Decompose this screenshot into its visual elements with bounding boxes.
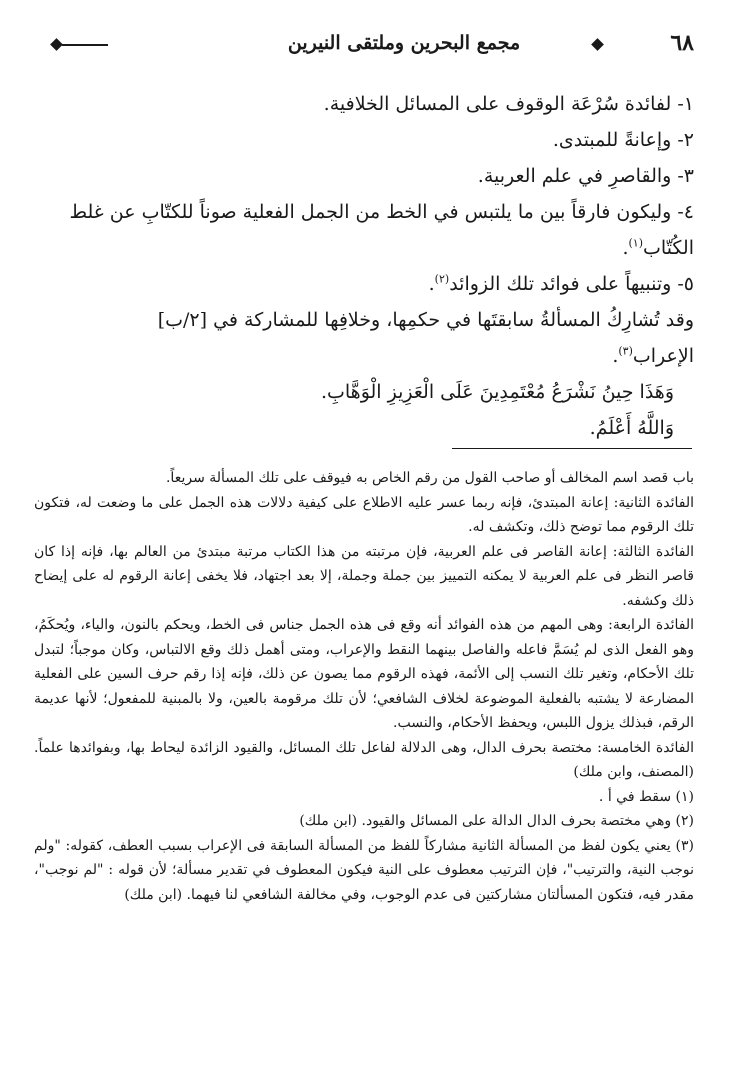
running-header <box>34 28 694 64</box>
main-line <box>34 266 694 302</box>
footnote-paragraph: الفائدة الرابعة: وهى المهم من هذه الفوائد أنه وقع فى هذه الجمل جناس فى الخط، ويحكم بالنون، والياء، ويُحكَمُ، وهو الفعل الذى لم يُسَمَّ فاعله والفاصل بينهما النقط والإعراب، ومتى أهمل ذلك وقع الالتباس، وكان موجباً؛ لتبدل تلك الأحكام، وتغير تلك النسب إلى الأئمة، فهذه الرقوم مما يصون عن ذلك، فإنه إذا رقم حرف السين على الفعلية المضارعة لا يشتبه بالفعلية الموضوعة لخلاف الشافعي؛ لأن تلك مرقومة بالعين، ولا بالمبنية للمفعول؛ لأنها عديمة الرقم، فبذلك يزول اللبس، ويحفظ الأحكام، والنسب. <box>34 617 695 731</box>
line-end: . <box>612 345 619 367</box>
main-line: ١- لفائدة سُرْعَة الوقوف على المسائل الخلافية. <box>323 93 694 115</box>
footnote: (٣) يعني يكون لفظ من المسألة الثانية مشاركاً للفظ من المسألة السابقة فى الإعراب بسبب العطف، كقوله: "ولم نوجب النية، والترتيب"، فإن الترتيب معطوف على النية فيكون المعطوف في تقدير مسألة؛ لأن قوله : "لم نوجب"، مقدر فيه، فتكون المسألتان مشاركتين فى عدم الوجوب، وفي مخالفة الشافعي لنا فيهما. (ابن ملك) <box>34 837 694 903</box>
quran-line: وَهَذَا حِينُ نَشْرَعُ مُعْتَمِدِينَ عَلَى الْعَزِيزِ الْوَهَّابِ. <box>320 381 674 403</box>
footnotes <box>34 466 694 907</box>
main-line: وقد تُشارِكُ المسألةُ سابقتَها في حكمِها، وخلافِها للمشاركة في [٢/ب] <box>157 309 694 331</box>
footnote-paragraph: الفائدة الخامسة: مختصة بحرف الدال، وهى الدلالة لفاعل تلك المسائل، والقيود الزائدة ليحاط بها، وبفوائدها علماً. (المصنف، وابن ملك) <box>34 739 694 780</box>
footnote-separator <box>452 448 692 449</box>
footnote-continuation-block <box>34 466 694 785</box>
page-number: ٦٨ <box>670 30 694 56</box>
main-text <box>34 86 694 446</box>
footnote-paragraph: باب قصد اسم المخالف أو صاحب القول من رقم الخاص به فيوقف على تلك المسألة سريعاً. <box>165 470 694 486</box>
main-line: ٤- وليكون فارقاً بين ما يلتبس في الخط من الجمل الفعلية صوناً للكتّابِ عن غلط <box>69 201 694 223</box>
word: الإعراب <box>632 345 694 367</box>
footnote: (١) سقط في أ . <box>598 788 694 805</box>
quran-line: وَاللَّهُ أَعْلَمُ. <box>589 417 674 439</box>
running-title: مجمع البحرين وملتقى النيرين <box>287 32 521 54</box>
footnote-marker[interactable]: (١) <box>628 236 644 250</box>
footnote-marker[interactable]: (٣) <box>618 344 633 358</box>
header-rule <box>62 44 108 46</box>
main-line: ٢- وإعانةً للمبتدى. <box>552 129 694 151</box>
main-line-continuation: الكُتّاب$^{(١)}$. <box>622 236 694 259</box>
line-end: . <box>428 273 435 295</box>
diamond-ornament-icon <box>50 38 63 51</box>
diamond-ornament-icon <box>591 38 604 51</box>
word: الكُتّاب <box>643 237 694 259</box>
footnote-marker[interactable]: (٢) <box>434 272 450 286</box>
footnote-paragraph: الفائدة الثالثة: إعانة القاصر فى علم العربية، فإن مرتبته من هذا الكتاب مرتبة مبتدئ من العالم بها، فإنه إذا كان قاصر النظر فى علم العربية لا يمكنه التمييز بين جملة وجملة، إلا بعد اجتهاد، فلا يخفى إعانة الرقوم له على إيضاح ذلك وكشفه. <box>34 543 694 609</box>
footnote: (٢) وهي مختصة بحرف الدال الدالة على المسائل والقيود. (ابن ملك) <box>299 813 694 829</box>
page <box>34 28 694 1068</box>
main-line: ٣- والقاصرِ في علم العربية. <box>477 165 694 187</box>
footnote-paragraph: الفائدة الثانية: إعانة المبتدئ، فإنه ربما عسر عليه الاطلاع على كيفية دلالات هذه الجمل على ما وضعت له، فتكون تلك الرقوم مما توضح ذلك، وتكشف له. <box>34 494 694 535</box>
main-line-continuation <box>34 338 694 374</box>
line-text: ٥- وتنبيهاً على فوائد تلك الزوائد <box>449 273 694 295</box>
